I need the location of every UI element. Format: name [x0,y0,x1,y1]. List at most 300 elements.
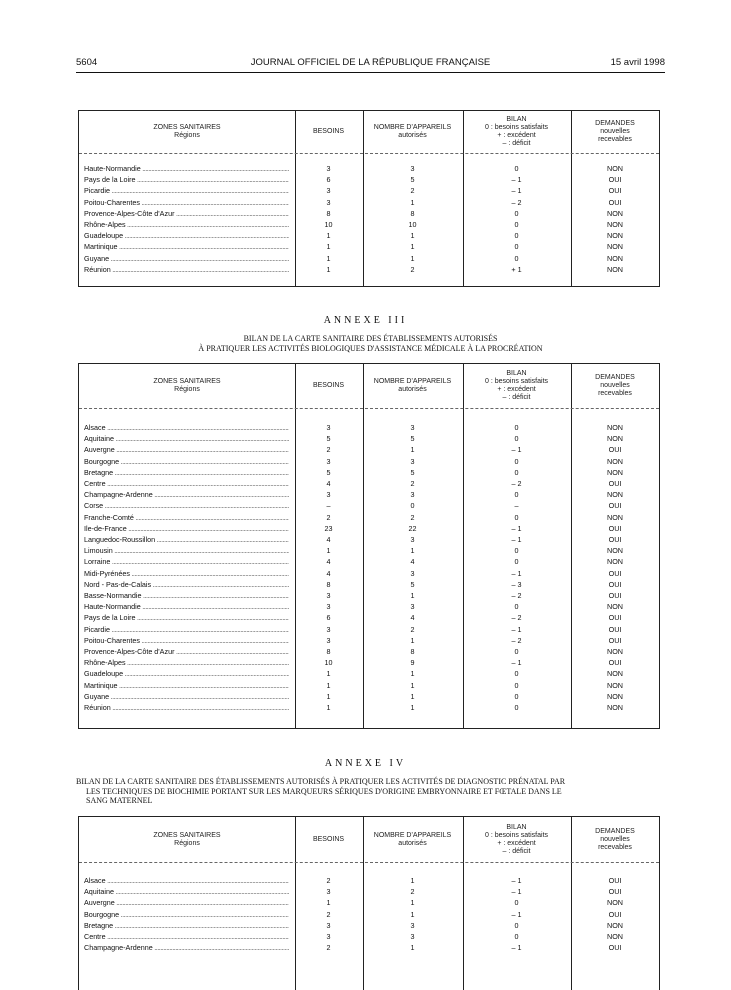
besoins-value: 6 [326,175,331,185]
besoins-value: 10 [324,220,333,229]
bilan-value: – 1 [511,909,522,919]
column-header-line: BESOINS [312,836,345,843]
bilan-value: 0 [514,164,519,173]
appareils-value: 1 [410,253,415,263]
header-separator [79,862,659,863]
region-name: Aquitaine ..... [84,433,289,444]
demandes-value: OUI [608,479,622,488]
besoins-value: 3 [326,920,331,930]
appareils-value: 22 [408,523,417,533]
bilan-value: – 1 [511,876,522,885]
bilan-value: – 1 [511,568,522,578]
table-annex-2-continued [78,110,660,287]
table-row [79,612,659,623]
appareils-value: 3 [410,535,415,544]
column-header-line: Régions [174,132,200,139]
bilan-value: 0 [514,434,519,444]
region-name: Rhône-Alpes ..... [84,657,289,668]
column-header-line: 0 : besoins satisfaits [484,124,549,131]
column-header-appareils [363,832,462,848]
bilan-value: 0 [514,456,519,466]
appareils-value: 3 [410,568,415,578]
demandes-value: OUI [608,579,622,589]
table-row [79,668,659,679]
appareils-value: 1 [410,691,415,701]
besoins-value: 5 [326,467,331,477]
column-header-bilan [463,116,570,148]
column-header-zones [79,378,295,394]
region-name: Guyane ..... [84,691,289,702]
column-header-line: 0 : besoins satisfaits [484,832,549,839]
bilan-value: – 1 [511,943,522,953]
region-name: Champagne-Ardenne ..... [84,942,289,953]
region-name: Alsace ..... [84,875,289,886]
bilan-value: – 2 [511,591,522,600]
appareils-value: 1 [410,876,415,885]
appareils-value: 2 [410,186,415,196]
demandes-value: NON [607,647,623,656]
appareils-value: 3 [410,920,415,930]
demandes-value: OUI [608,186,622,196]
column-header-line: Régions [174,386,200,393]
column-header-appareils [363,378,462,394]
bilan-value: 0 [514,423,519,432]
demandes-value: NON [607,434,623,444]
besoins-value: 4 [326,568,331,578]
column-header-bilan [463,824,570,856]
column-header-line: – : déficit [502,140,531,147]
region-name: Bourgogne ..... [84,909,289,920]
demandes-value: OUI [608,909,622,919]
appareils-value: 4 [410,613,415,623]
besoins-value: 3 [326,635,331,645]
region-name: Lorraine ..... [84,556,289,567]
bilan-value: – 1 [511,523,522,533]
region-name: Martinique ..... [84,241,289,252]
besoins-value: 1 [326,253,331,263]
demandes-value: OUI [608,591,622,600]
region-name: Languedoc-Roussillon ..... [84,534,289,545]
bilan-value: – 1 [511,445,522,455]
bilan-value: 0 [514,490,519,500]
besoins-value: 3 [326,186,331,196]
appareils-value: 5 [410,467,415,477]
column-header-line: autorisés [398,840,427,847]
demandes-value: NON [607,512,623,522]
besoins-value: 5 [326,434,331,444]
demandes-value: OUI [608,568,622,578]
column-header-zones [79,832,295,848]
table-row [79,909,659,920]
bilan-value: 0 [514,242,519,252]
column-header-line: NOMBRE D'APPAREILS [373,832,452,839]
bilan-value: 0 [514,220,519,229]
table-annex-3 [78,363,660,729]
region-name: Ile-de-France ..... [84,523,289,534]
appareils-value: 3 [410,932,415,941]
column-header-line: nouvelles [600,382,630,389]
header-separator [79,153,659,154]
table-row [79,646,659,657]
appareils-value: 1 [410,197,415,207]
column-header-line: DEMANDES [595,120,635,127]
annex-3-subtitle [76,334,665,353]
besoins-value: 3 [326,423,331,432]
column-header-line: ZONES SANITAIRES [153,124,221,131]
demandes-value: NON [607,932,623,941]
table-row [79,208,659,219]
besoins-value: 4 [326,557,331,567]
column-header-line: Régions [174,840,200,847]
appareils-value: 3 [410,423,415,432]
besoins-value: 1 [326,264,331,274]
demandes-value: OUI [608,635,622,645]
region-name: Guyane ..... [84,253,289,264]
appareils-value: 2 [410,512,415,522]
column-header-line: 0 : besoins satisfaits [484,378,549,385]
demandes-value: OUI [608,887,622,897]
region-name: Picardie ..... [84,624,289,635]
region-name: Alsace ..... [84,422,289,433]
demandes-value: OUI [608,445,622,455]
besoins-value: 3 [326,164,331,173]
bilan-value: 0 [514,467,519,477]
bilan-value: – 2 [511,613,522,623]
region-name: Poitou-Charentes ..... [84,197,289,208]
demandes-value: OUI [608,523,622,533]
demandes-value: OUI [608,501,622,511]
region-name: Aquitaine ..... [84,886,289,897]
table-row [79,174,659,185]
region-name: Guadeloupe ..... [84,230,289,241]
region-name: Réunion ..... [84,264,289,275]
besoins-value: 4 [326,535,331,544]
bilan-value: – 2 [511,635,522,645]
table-row [79,579,659,590]
demandes-value: NON [607,242,623,252]
demandes-value: NON [607,456,623,466]
appareils-value: 3 [410,456,415,466]
bilan-value: 0 [514,703,519,712]
appareils-value: 5 [410,175,415,185]
demandes-value: NON [607,164,623,173]
appareils-value: 3 [410,490,415,500]
demandes-value: OUI [608,658,622,668]
besoins-value: 8 [326,647,331,656]
bilan-value: – 3 [511,579,522,589]
bilan-value: – 1 [511,658,522,668]
demandes-value: NON [607,423,623,432]
appareils-value: 1 [410,635,415,645]
demandes-value: NON [607,557,623,567]
table-row [79,500,659,511]
column-header-line: NOMBRE D'APPAREILS [373,124,452,131]
besoins-value: 3 [326,490,331,500]
column-header-line: nouvelles [600,128,630,135]
besoins-value: 6 [326,613,331,623]
demandes-value: NON [607,680,623,690]
demandes-value: OUI [608,175,622,185]
annex-4-title: ANNEXE IV [324,758,407,769]
header-separator [79,408,659,409]
table-row [79,635,659,646]
column-header-line: nouvelles [600,836,630,843]
table-row [79,590,659,601]
region-name: Guadeloupe ..... [84,668,289,679]
table-row [79,264,659,275]
table-row [79,241,659,252]
besoins-value: 1 [326,546,331,556]
table-row [79,444,659,455]
column-header-line: BESOINS [312,128,345,135]
appareils-value: 1 [410,703,415,712]
annex-3-subtitle-line2: À PRATIQUER LES ACTIVITÉS BIOLOGIQUES D'ASSISTANCE MÉDICALE À LA PROCRÉATION [198,343,543,353]
bilan-value: – 1 [511,624,522,634]
column-header-bilan [463,370,570,402]
table-row [79,691,659,702]
table-row [79,512,659,523]
region-name: Corse ..... [84,500,289,511]
bilan-value: – 2 [511,479,522,488]
column-header-demandes [571,828,659,852]
column-header-line: autorisés [398,386,427,393]
column-header-line: NOMBRE D'APPAREILS [373,378,452,385]
table-row [79,886,659,897]
annex-4-subtitle-line2: LES TECHNIQUES DE BIOCHIMIE PORTANT SUR LES MARQUEURS SÉRIQUES D'ORIGINE EMBRYONNAIRE ET FŒTALE DANS LE [86,786,562,796]
demandes-value: NON [607,231,623,241]
table-row [79,624,659,635]
table-annex-4 [78,816,660,990]
region-name: Champagne-Ardenne ..... [84,489,289,500]
besoins-value: 8 [326,579,331,589]
besoins-value: 1 [326,242,331,252]
annex-3-subtitle-line1: BILAN DE LA CARTE SANITAIRE DES ÉTABLISSEMENTS AUTORISÉS [243,334,498,343]
region-name: Provence-Alpes-Côte d'Azur ..... [84,208,289,219]
region-name: Franche-Comté ..... [84,512,289,523]
appareils-value: 1 [410,909,415,919]
region-name: Nord - Pas-de-Calais ..... [84,579,289,590]
table-row [79,657,659,668]
appareils-value: 5 [410,579,415,589]
table-row [79,897,659,908]
besoins-value: 3 [326,197,331,207]
demandes-value: NON [607,602,623,612]
table-row [79,456,659,467]
column-header-line: – : déficit [502,394,531,401]
table-row [79,185,659,196]
demandes-value: OUI [608,197,622,207]
journal-title: JOURNAL OFFICIEL DE LA RÉPUBLIQUE FRANÇAISE [250,57,491,68]
column-header-line: DEMANDES [595,828,635,835]
appareils-value: 5 [410,434,415,444]
region-name: Midi-Pyrénées ..... [84,568,289,579]
region-name: Bourgogne ..... [84,456,289,467]
besoins-value: 10 [324,658,333,668]
table-row [79,253,659,264]
besoins-value: 2 [326,876,331,885]
table-row [79,422,659,433]
bilan-value: 0 [514,512,519,522]
bilan-value: – [514,501,519,511]
appareils-value: 2 [410,887,415,897]
besoins-value: 2 [326,909,331,919]
region-name: Bretagne ..... [84,920,289,931]
bilan-value: 0 [514,691,519,701]
besoins-value: 3 [326,932,331,941]
besoins-value: 3 [326,887,331,897]
region-name: Auvergne ..... [84,897,289,908]
table-row [79,534,659,545]
besoins-value: 1 [326,231,331,241]
table-row [79,523,659,534]
table-row [79,163,659,174]
region-name: Rhône-Alpes ..... [84,219,289,230]
table-row [79,556,659,567]
appareils-value: 2 [410,624,415,634]
bilan-value: 0 [514,920,519,930]
column-header-line: recevables [598,390,632,397]
bilan-value: – 1 [511,535,522,544]
appareils-value: 1 [410,669,415,679]
table-row [79,702,659,713]
besoins-value: 2 [326,445,331,455]
column-header-line: + : excédent [497,132,536,139]
besoins-value: 3 [326,456,331,466]
demandes-value: OUI [608,613,622,623]
besoins-value: 23 [324,523,333,533]
column-header-appareils [363,124,462,140]
table-row [79,489,659,500]
region-name: Centre ..... [84,478,289,489]
column-header-line: BILAN [506,824,527,831]
table-row [79,230,659,241]
header-rule [76,72,665,73]
bilan-value: – 1 [511,175,522,185]
bilan-value: – 1 [511,887,522,897]
bilan-value: 0 [514,557,519,567]
region-name: Provence-Alpes-Côte d'Azur ..... [84,646,289,657]
besoins-value: 8 [326,208,331,218]
besoins-value: 1 [326,680,331,690]
region-name: Auvergne ..... [84,444,289,455]
appareils-value: 1 [410,680,415,690]
column-header-besoins [295,128,362,136]
demandes-value: NON [607,669,623,679]
besoins-value: 1 [326,703,331,712]
column-header-demandes [571,374,659,398]
besoins-value: 1 [326,691,331,701]
demandes-value: NON [607,920,623,930]
bilan-value: 0 [514,208,519,218]
column-header-line: – : déficit [502,848,531,855]
bilan-value: 0 [514,680,519,690]
demandes-value: OUI [608,876,622,885]
demandes-value: OUI [608,535,622,544]
bilan-value: 0 [514,932,519,941]
besoins-value: 3 [326,624,331,634]
besoins-value: 3 [326,602,331,612]
region-name: Pays de la Loire ..... [84,174,289,185]
appareils-value: 4 [410,557,415,567]
table-row [79,433,659,444]
region-name: Réunion ..... [84,702,289,713]
column-header-zones [79,124,295,140]
column-header-line: BILAN [506,370,527,377]
demandes-value: OUI [608,943,622,953]
bilan-value: 0 [514,647,519,656]
bilan-value: 0 [514,546,519,556]
column-header-line: + : excédent [497,840,536,847]
appareils-value: 1 [410,898,415,908]
region-name: Bretagne ..... [84,467,289,478]
table-row [79,568,659,579]
region-name: Picardie ..... [84,185,289,196]
column-header-line: ZONES SANITAIRES [153,832,221,839]
demandes-value: NON [607,467,623,477]
table-row [79,197,659,208]
annex-3-title: ANNEXE III [323,315,408,326]
annex-4-subtitle-line3: SANG MATERNEL [86,796,153,805]
bilan-value: – 1 [511,186,522,196]
besoins-value: 1 [326,669,331,679]
bilan-value: 0 [514,231,519,241]
table-row [79,467,659,478]
region-name: Centre ..... [84,931,289,942]
table-row [79,875,659,886]
bilan-value: 0 [514,253,519,263]
besoins-value: 1 [326,898,331,908]
column-header-line: ZONES SANITAIRES [153,378,221,385]
column-header-besoins [295,836,362,844]
appareils-value: 10 [408,220,417,229]
region-name: Martinique ..... [84,680,289,691]
column-header-line: autorisés [398,132,427,139]
region-name: Pays de la Loire ..... [84,612,289,623]
annex-4-subtitle [76,777,665,806]
besoins-value: 3 [326,591,331,600]
demandes-value: NON [607,546,623,556]
bilan-value: 0 [514,669,519,679]
demandes-value: OUI [608,624,622,634]
appareils-value: 8 [410,647,415,656]
issue-date: 15 avril 1998 [610,57,665,68]
table-row [79,680,659,691]
appareils-value: 1 [410,445,415,455]
besoins-value: – [326,501,331,511]
column-header-line: recevables [598,136,632,143]
appareils-value: 2 [410,264,415,274]
appareils-value: 0 [410,501,415,511]
demandes-value: NON [607,691,623,701]
appareils-value: 1 [410,242,415,252]
table-row [79,545,659,556]
column-header-line: recevables [598,844,632,851]
region-name: Poitou-Charentes ..... [84,635,289,646]
column-header-line: + : excédent [497,386,536,393]
appareils-value: 1 [410,231,415,241]
column-header-line: BILAN [506,116,527,123]
table-row [79,931,659,942]
demandes-value: NON [607,490,623,500]
appareils-value: 2 [410,479,415,488]
page-number: 5604 [76,57,98,68]
table-row [79,942,659,953]
bilan-value: 0 [514,602,519,612]
bilan-value: – 2 [511,197,522,207]
demandes-value: NON [607,703,623,712]
appareils-value: 1 [410,546,415,556]
demandes-value: NON [607,253,623,263]
